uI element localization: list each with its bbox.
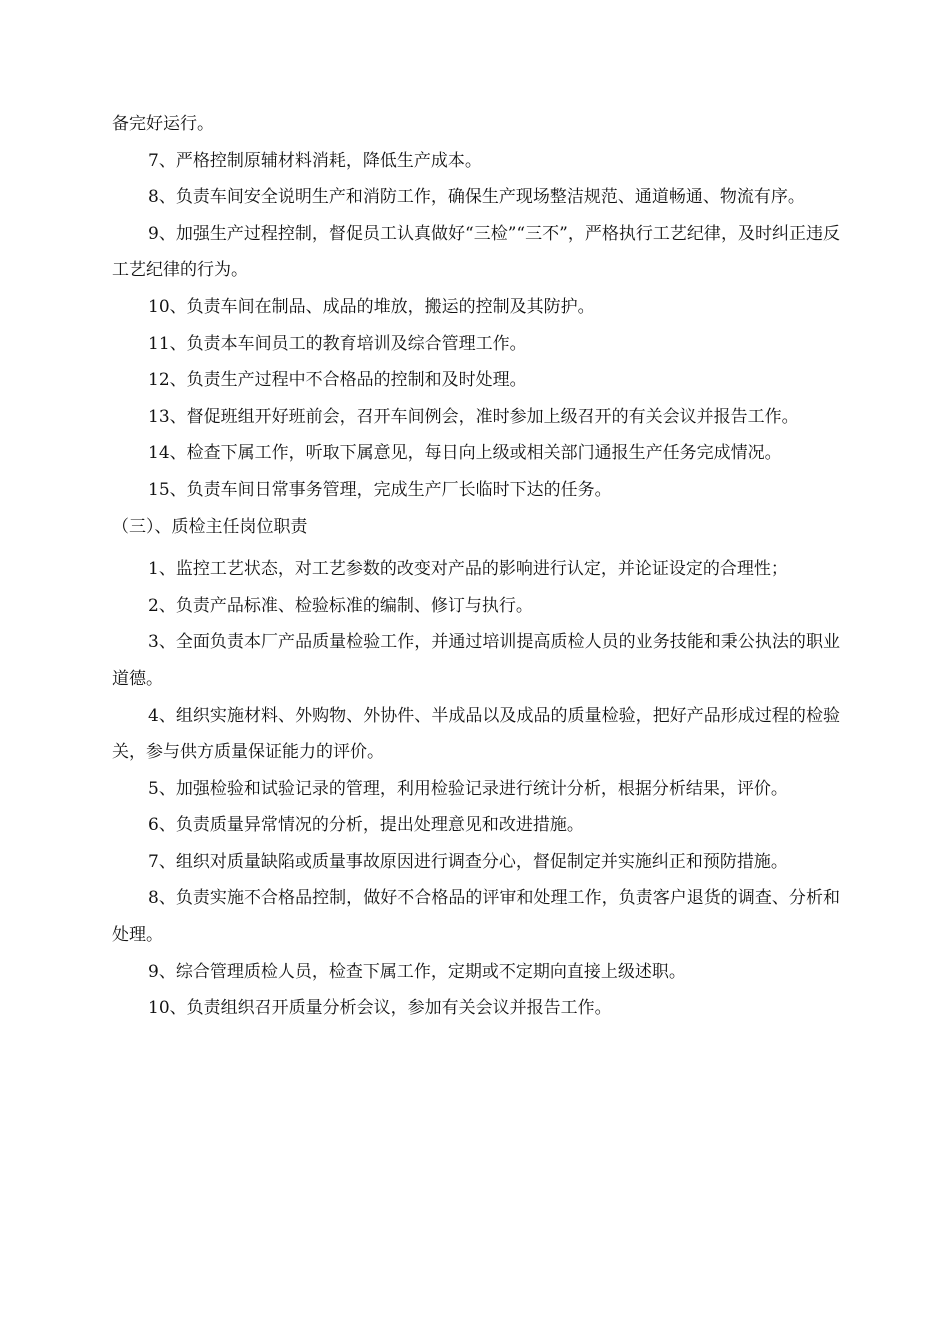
workshop-duty-13: 13、督促班组开好班前会，召开车间例会，准时参加上级召开的有关会议并报告工作。 (148, 406, 799, 427)
workshop-duty-11: 11、负责本车间员工的教育培训及综合管理工作。 (148, 333, 527, 354)
qc-duty-1: 1、监控工艺状态，对工艺参数的改变对产品的影响进行认定，并论证设定的合理性； (148, 559, 788, 580)
workshop-duty-12: 12、负责生产过程中不合格品的控制和及时处理。 (148, 370, 527, 391)
section-heading-quality-director: （三）、质检主任岗位职责 (112, 516, 308, 537)
workshop-duty-7: 7、严格控制原辅材料消耗，降低生产成本。 (148, 150, 482, 171)
qc-duty-2: 2、负责产品标准、检验标准的编制、修订与执行。 (148, 595, 533, 616)
qc-duty-4: 4、组织实施材料、外购物、外协件、半成品以及成品的质量检验，把好产品形成过程的检验关，参与供方质量保证能力的评价。 (112, 705, 840, 763)
workshop-duty-8: 8、负责车间安全说明生产和消防工作，确保生产现场整洁规范、通道畅通、物流有序。 (148, 187, 805, 208)
workshop-duty-9: 9、加强生产过程控制，督促员工认真做好“三检”“三不”，严格执行工艺纪律，及时纠正违反工艺纪律的行为。 (112, 223, 840, 281)
qc-duty-7: 7、组织对质量缺陷或质量事故原因进行调查分心，督促制定并实施纠正和预防措施。 (148, 851, 788, 872)
paragraph-continuation: 备完好运行。 (112, 114, 214, 134)
qc-duty-10: 10、负责组织召开质量分析会议，参加有关会议并报告工作。 (148, 998, 612, 1019)
qc-duty-8: 8、负责实施不合格品控制，做好不合格品的评审和处理工作，负责客户退货的调查、分析和处理。 (112, 888, 840, 946)
workshop-duty-14: 14、检查下属工作，听取下属意见，每日向上级或相关部门通报生产任务完成情况。 (148, 443, 782, 464)
workshop-duty-10: 10、负责车间在制品、成品的堆放，搬运的控制及其防护。 (148, 296, 595, 317)
qc-duty-6: 6、负责质量异常情况的分析，提出处理意见和改进措施。 (148, 815, 584, 836)
document-body (112, 106, 840, 1027)
qc-duty-5: 5、加强检验和试验记录的管理，利用检验记录进行统计分析，根据分析结果，评价。 (148, 778, 788, 799)
qc-duty-3: 3、全面负责本厂产品质量检验工作，并通过培训提高质检人员的业务技能和秉公执法的职业道德。 (112, 632, 840, 689)
workshop-duty-15: 15、负责车间日常事务管理，完成生产厂长临时下达的任务。 (148, 479, 612, 500)
qc-duty-9: 9、综合管理质检人员，检查下属工作，定期或不定期向直接上级述职。 (148, 961, 686, 982)
